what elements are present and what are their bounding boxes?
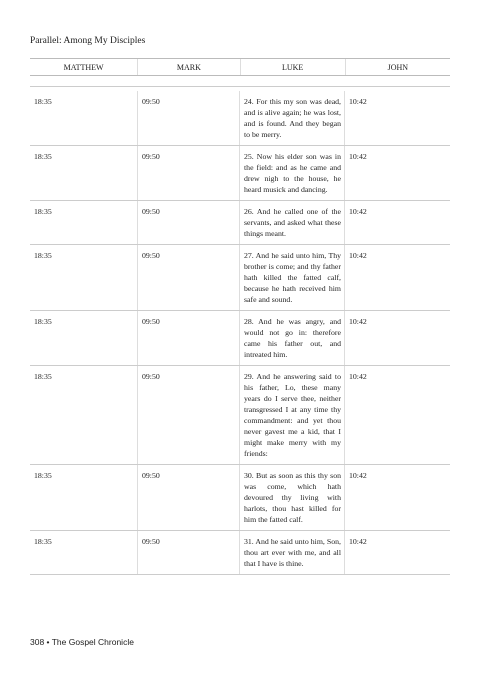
cell-john: 10:42 — [349, 471, 367, 480]
cell-mark: 09:50 — [138, 366, 240, 464]
cell-john: 10:42 — [349, 97, 367, 106]
cell-luke: 24. For this my son was dead, and is alive again; he was lost, and is found. And they began to be merry. — [240, 91, 345, 145]
table-row — [30, 531, 450, 575]
cell-luke: 27. And he said unto him, Thy brother is come; and thy father hath killed the fatted calf, because he hath received him safe and sound. — [240, 245, 345, 310]
column-header-row — [30, 58, 450, 76]
cell-john: 10:42 — [349, 317, 367, 326]
cell-matthew: 18:35 — [30, 311, 138, 365]
cell-luke: 25. Now his elder son was in the field: and as he came and drew nigh to the house, he heard musick and dancing. — [240, 146, 345, 200]
cell-matthew: 18:35 — [30, 146, 138, 200]
table-row — [30, 366, 450, 465]
cell-john: 10:42 — [349, 152, 367, 161]
cell-luke: 31. And he said unto him, Son, thou art ever with me, and all that I have is thine. — [240, 531, 345, 574]
column-header-matthew: MATTHEW — [30, 59, 138, 75]
page-title: Parallel: Among My Disciples — [30, 36, 146, 46]
table-row — [30, 311, 450, 366]
cell-luke: 29. And he answering said to his father, Lo, these many years do I serve thee, neither transgressed I at any time thy commandment: and yet thou never gavest me a kid, that I might make merry with my friends: — [240, 366, 345, 464]
cell-mark: 09:50 — [138, 245, 240, 310]
page-footer: 308 • The Gospel Chronicle — [30, 637, 134, 647]
column-header-mark: MARK — [138, 59, 240, 75]
cell-luke: 26. And he called one of the servants, and asked what these things meant. — [240, 201, 345, 244]
cell-mark: 09:50 — [138, 201, 240, 244]
cell-john: 10:42 — [349, 537, 367, 546]
table-row — [30, 201, 450, 245]
cell-john: 10:42 — [349, 372, 367, 381]
cell-matthew: 18:35 — [30, 201, 138, 244]
cell-matthew: 18:35 — [30, 91, 138, 145]
divider — [30, 86, 450, 87]
cell-matthew: 18:35 — [30, 245, 138, 310]
cell-luke: 28. And he was angry, and would not go in: therefore came his father out, and intreated him. — [240, 311, 345, 365]
cell-luke: 30. But as soon as this thy son was come, which hath devoured thy living with harlots, thou hast killed for him the fatted calf. — [240, 465, 345, 530]
table-row — [30, 146, 450, 201]
cell-john: 10:42 — [349, 207, 367, 216]
parallel-table — [30, 91, 450, 575]
table-row — [30, 91, 450, 146]
column-header-john: JOHN — [387, 62, 409, 72]
cell-mark: 09:50 — [138, 311, 240, 365]
cell-mark: 09:50 — [138, 465, 240, 530]
cell-mark: 09:50 — [138, 146, 240, 200]
cell-matthew: 18:35 — [30, 465, 138, 530]
column-header-luke: LUKE — [241, 59, 346, 75]
table-row — [30, 245, 450, 311]
cell-matthew: 18:35 — [30, 366, 138, 464]
cell-john: 10:42 — [349, 251, 367, 260]
cell-mark: 09:50 — [138, 531, 240, 574]
cell-mark: 09:50 — [138, 91, 240, 145]
cell-matthew: 18:35 — [30, 531, 138, 574]
table-row — [30, 465, 450, 531]
